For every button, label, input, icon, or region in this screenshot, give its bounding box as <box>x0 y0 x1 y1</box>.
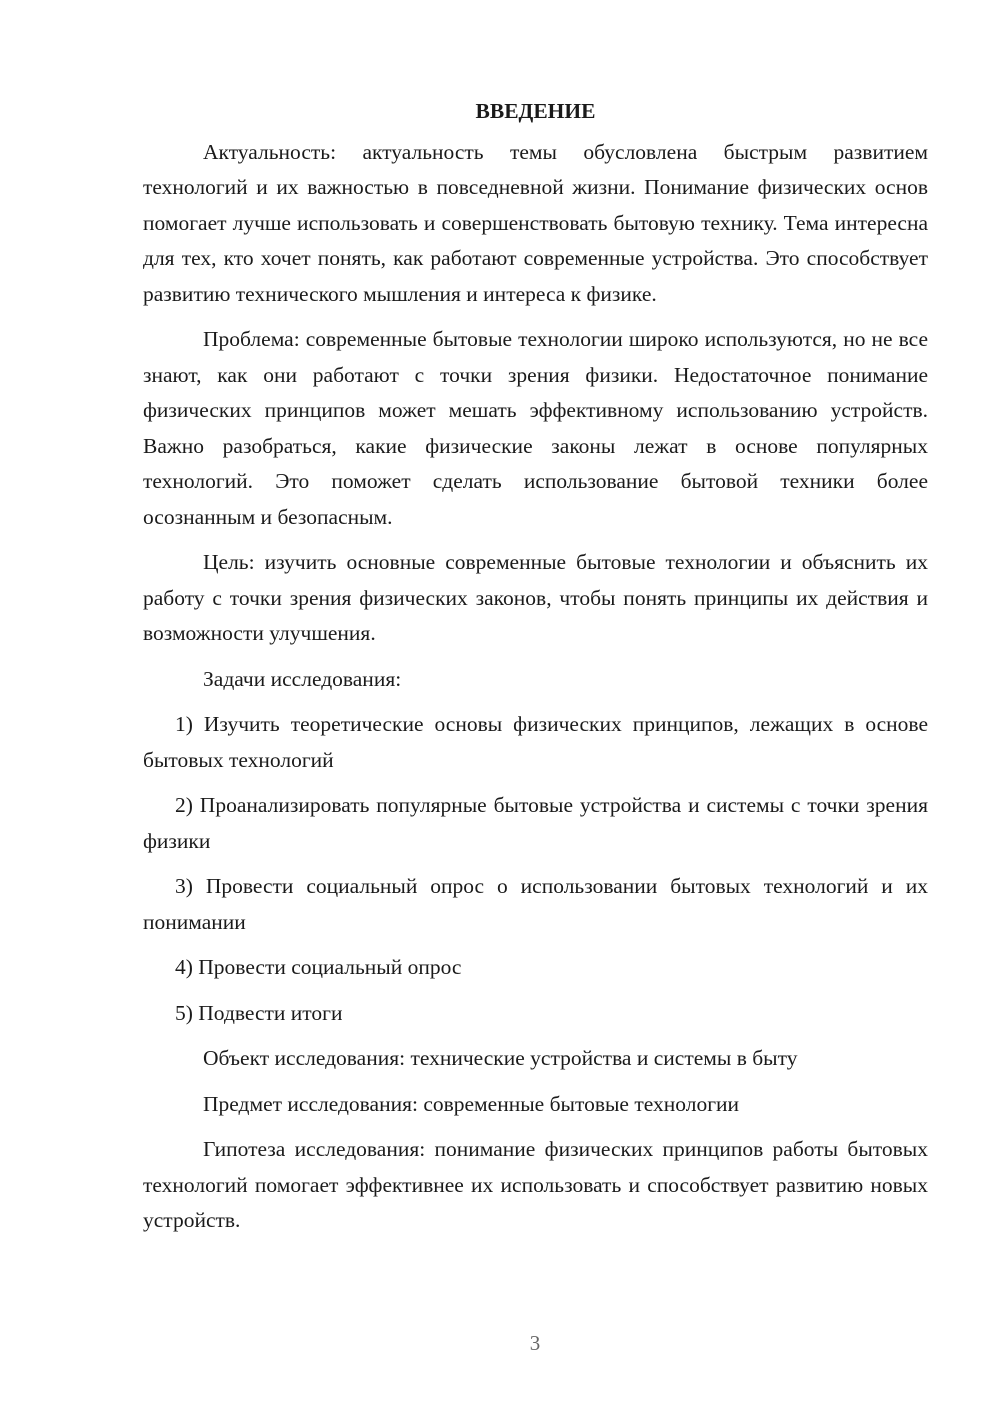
task-item: 3) Провести социальный опрос о использовании бытовых технологий и их понимании <box>143 874 928 934</box>
task-item: 2) Проанализировать популярные бытовые устройства и системы с точки зрения физики <box>143 793 928 853</box>
relevance-paragraph: Актуальность: актуальность темы обусловлена быстрым развитием технологий и их важностью в повседневной жизни. Понимание физических основ помогает лучше использовать и совершенствовать бытовую технику. Тема интересна для тех, кто хочет понять, как работают современные устройства. Это способствует развитию технического мышления и интереса к физике. <box>143 139 928 306</box>
page-number: 3 <box>529 1331 541 1355</box>
problem-paragraph: Проблема: современные бытовые технологии широко используются, но не все знают, как они работают с точки зрения физики. Недостаточное понимание физических принципов может мешать эффективному использованию устройств. Важно разобраться, какие физические законы лежат в основе популярных технологий. Это поможет сделать использование бытовой техники более осознанным и безопасным. <box>143 327 928 529</box>
task-item: 4) Провести социальный опрос <box>175 955 462 979</box>
document-page <box>143 94 928 1249</box>
task-item: 5) Подвести итоги <box>175 1000 343 1025</box>
hypothesis-paragraph: Гипотеза исследования: понимание физических принципов работы бытовых технологий помогает эффективнее их использовать и способствует развитию новых устройств. <box>143 1137 928 1232</box>
subject-line: Предмет исследования: современные бытовые технологии <box>203 1091 740 1116</box>
page-title: ВВЕДЕНИЕ <box>475 99 596 123</box>
task-item: 1) Изучить теоретические основы физических принципов, лежащих в основе бытовых технологий <box>143 712 928 772</box>
object-line: Объект исследования: технические устройства и системы в быту <box>203 1046 798 1070</box>
tasks-heading: Задачи исследования: <box>203 666 402 691</box>
goal-paragraph: Цель: изучить основные современные бытовые технологии и объяснить их работу с точки зрения физических законов, чтобы понять принципы их действия и возможности улучшения. <box>143 550 928 645</box>
